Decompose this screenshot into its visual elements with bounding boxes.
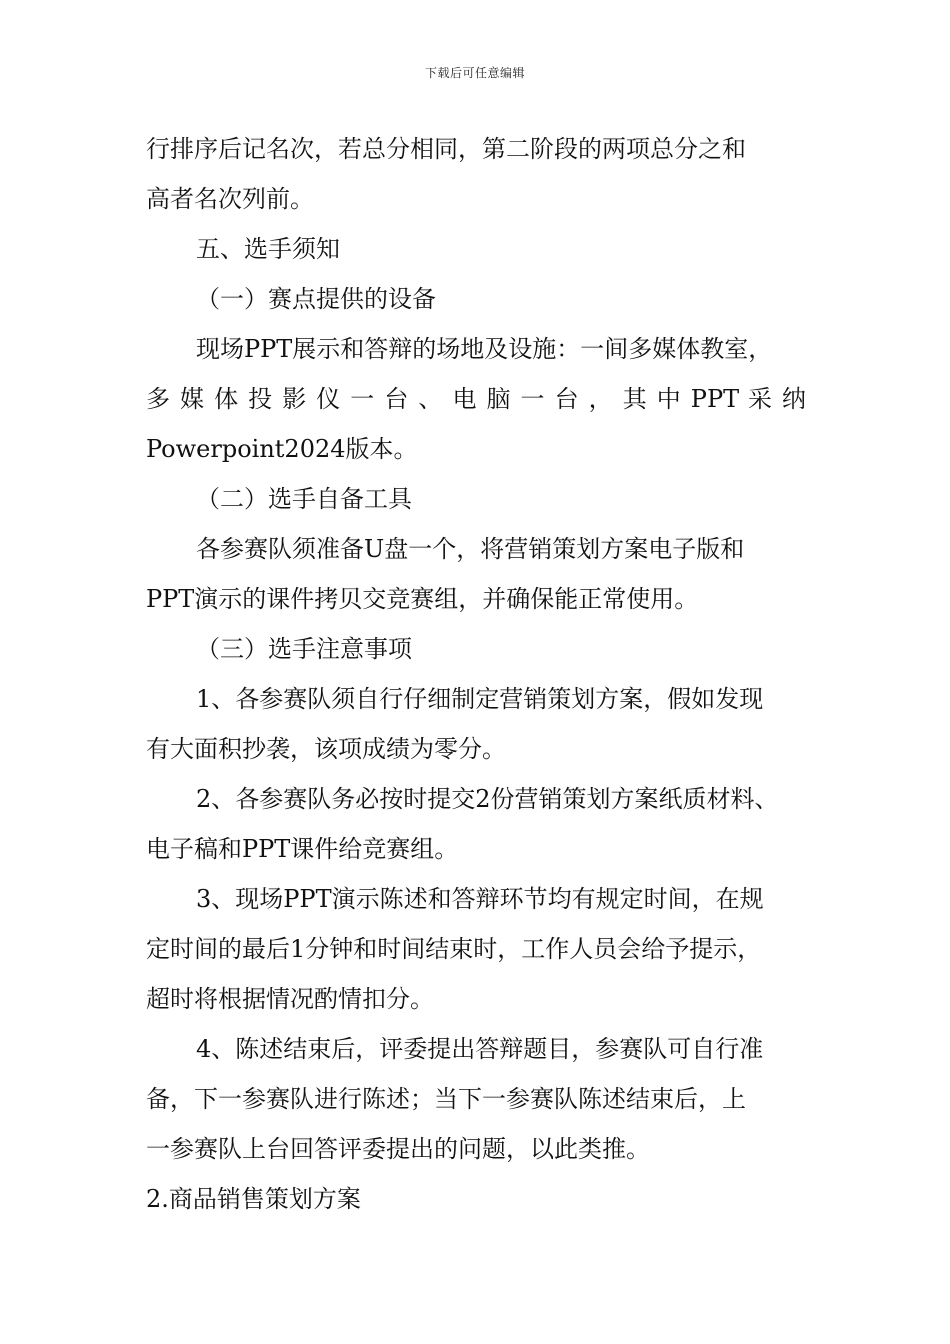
body-line: PPT演示的课件拷贝交竞赛组，并确保能正常使用。 — [146, 585, 699, 613]
body-line: 各参赛队须准备U盘一个，将营销策划方案电子版和 — [196, 535, 745, 563]
body-line: 超时将根据情况酌情扣分。 — [146, 985, 434, 1013]
section-heading: 2.商品销售策划方案 — [146, 1185, 361, 1213]
body-line: 现场PPT展示和答辩的场地及设施：一间多媒体教室， — [196, 335, 773, 363]
body-line: 备，下一参赛队进行陈述；当下一参赛队陈述结束后，上 — [146, 1085, 746, 1113]
body-line: 电子稿和PPT课件给竞赛组。 — [146, 835, 459, 863]
subsection-heading: （二）选手自备工具 — [196, 485, 412, 513]
subsection-heading: （三）选手注意事项 — [196, 635, 412, 663]
body-line: 行排序后记名次，若总分相同，第二阶段的两项总分之和 — [146, 135, 746, 163]
body-line: 4、陈述结束后，评委提出答辩题目，参赛队可自行准 — [196, 1035, 764, 1063]
body-line: 2、各参赛队务必按时提交2份营销策划方案纸质材料、 — [196, 785, 779, 813]
body-line: 1、各参赛队须自行仔细制定营销策划方案，假如发现 — [196, 685, 764, 713]
body-line: 高者名次列前。 — [146, 185, 314, 213]
body-line: 有大面积抄袭，该项成绩为零分。 — [146, 735, 506, 763]
body-line: 一参赛队上台回答评委提出的问题，以此类推。 — [146, 1135, 650, 1163]
body-line: 多 媒 体 投 影 仪 一 台 、 电 脑 一 台 ， 其 中 PPT 采 纳 — [146, 385, 806, 413]
body-line: 定时间的最后1分钟和时间结束时，工作人员会给予提示， — [146, 935, 762, 963]
subsection-heading: （一）赛点提供的设备 — [196, 285, 436, 313]
body-line: Powerpoint2024版本。 — [146, 435, 418, 463]
section-heading: 五、选手须知 — [196, 235, 340, 263]
body-line: 3、现场PPT演示陈述和答辩环节均有规定时间，在规 — [196, 885, 764, 913]
page-header: 下载后可任意编辑 — [424, 66, 525, 80]
